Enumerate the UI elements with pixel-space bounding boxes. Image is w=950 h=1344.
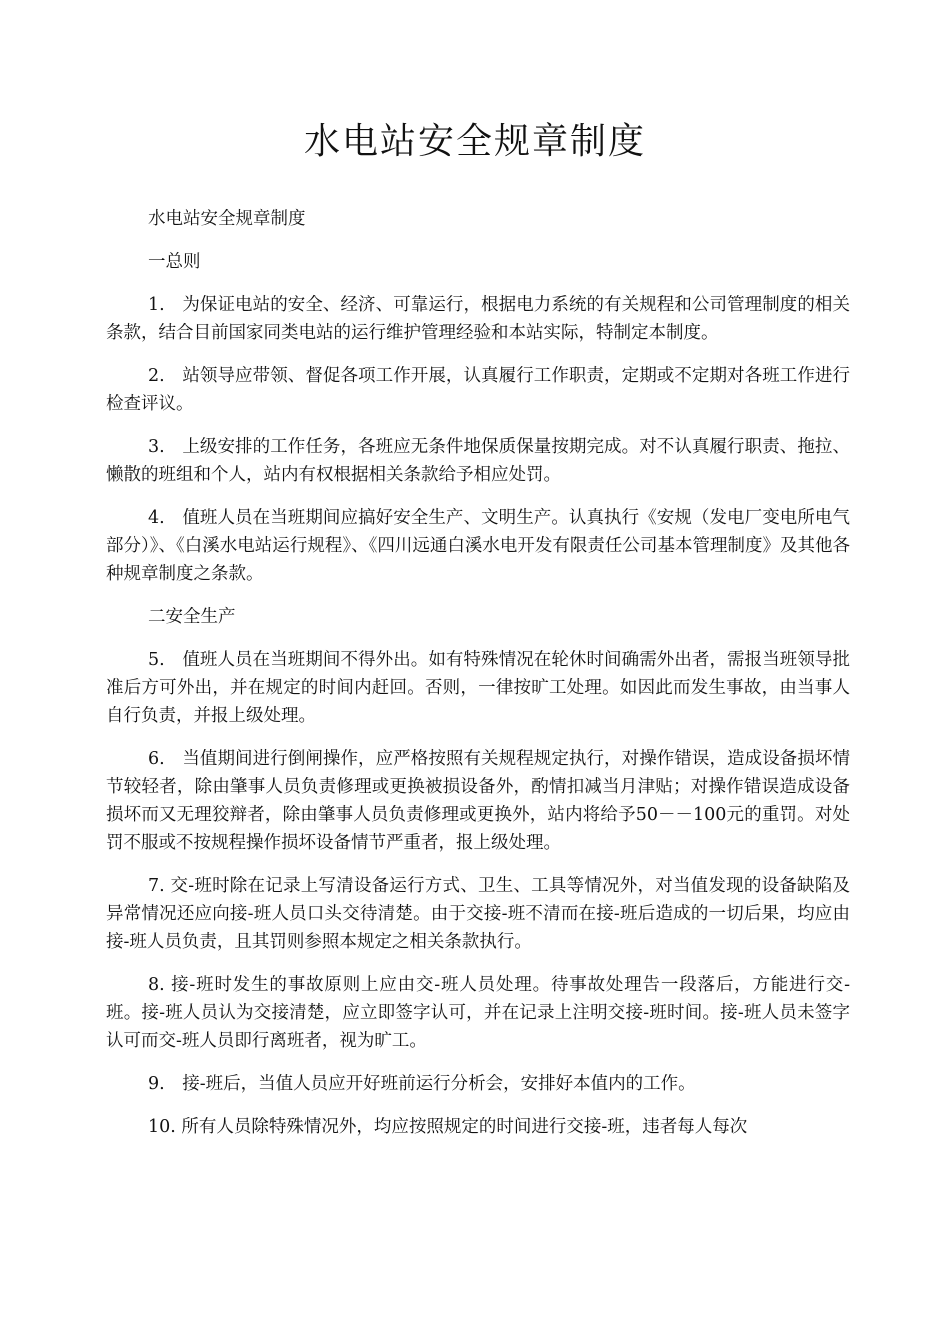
paragraph-1: 1. 为保证电站的安全、经济、可靠运行，根据电力系统的有关规程和公司管理制度的相关条款，结合目前国家同类电站的运行维护管理经验和本站实际，特制定本制度。 <box>106 295 850 343</box>
paragraph-10: 10. 所有人员除特殊情况外，均应按照规定的时间进行交接-班，违者每人每次 <box>148 1117 748 1137</box>
paragraph-2: 2. 站领导应带领、督促各项工作开展，认真履行工作职责，定期或不定期对各班工作进行检查评议。 <box>106 366 850 414</box>
section-heading-safety: 二安全生产 <box>148 607 236 627</box>
paragraph-4: 4. 值班人员在当班期间应搞好安全生产、文明生产。认真执行《安规（发电厂变电所电气部分）》、《白溪水电站运行规程》、《四川远通白溪水电开发有限责任公司基本管理制度》及其他各种规章制度之条款。 <box>106 508 850 584</box>
document-title: 水电站安全规章制度 <box>303 121 646 162</box>
document-body <box>106 205 850 1156</box>
paragraph-5: 5. 值班人员在当班期间不得外出。如有特殊情况在轮休时间确需外出者，需报当班领导批准后方可外出，并在规定的时间内赶回。否则，一律按旷工处理。如因此而发生事故，由当事人自行负责，并报上级处理。 <box>106 650 850 726</box>
document-subtitle: 水电站安全规章制度 <box>148 209 306 229</box>
section-heading-general: 一总则 <box>148 252 201 272</box>
paragraph-6: 6. 当值期间进行倒闸操作，应严格按照有关规程规定执行，对操作错误，造成设备损坏情节较轻者，除由肇事人员负责修理或更换被损设备外，酌情扣减当月津贴；对操作错误造成设备损坏而又无理狡辩者，除由肇事人员负责修理或更换外，站内将给予50－－100元的重罚。对处罚不服或不按规程操作损坏设备情节严重者，报上级处理。 <box>106 749 850 853</box>
paragraph-8: 8. 接-班时发生的事故原则上应由交-班人员处理。待事故处理告一段落后，方能进行交-班。接-班人员认为交接清楚，应立即签字认可，并在记录上注明交接-班时间。接-班人员未签字认可而交-班人员即行离班者，视为旷工。 <box>106 975 850 1051</box>
paragraph-9: 9. 接-班后，当值人员应开好班前运行分析会，安排好本值内的工作。 <box>148 1074 696 1094</box>
paragraph-3: 3. 上级安排的工作任务，各班应无条件地保质保量按期完成。对不认真履行职责、拖拉、懒散的班组和个人，站内有权根据相关条款给予相应处罚。 <box>106 437 850 485</box>
paragraph-7: 7. 交-班时除在记录上写清设备运行方式、卫生、工具等情况外，对当值发现的设备缺陷及异常情况还应向接-班人员口头交待清楚。由于交接-班不清而在接-班后造成的一切后果，均应由接-班人员负责，且其罚则参照本规定之相关条款执行。 <box>106 876 850 952</box>
